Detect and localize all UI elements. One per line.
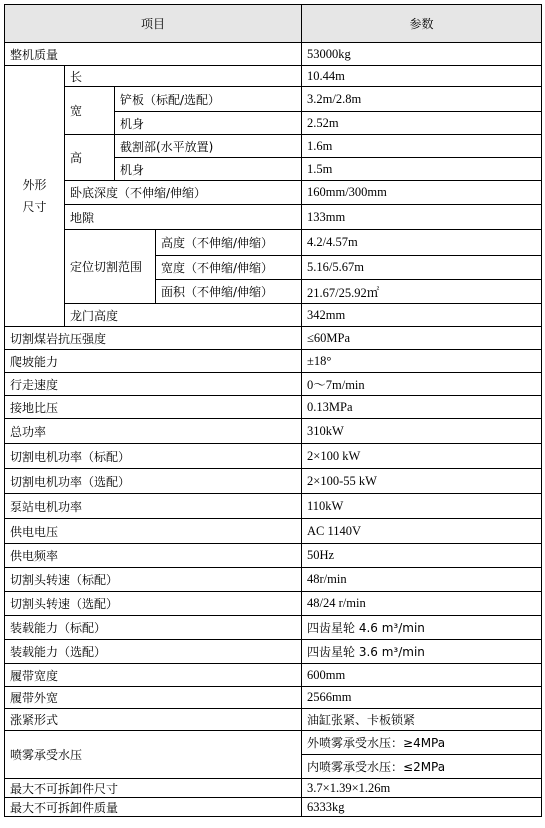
row-label: 最大不可拆卸件尺寸 (5, 779, 302, 798)
row-label: 地隙 (65, 205, 302, 230)
row-label: 龙门高度 (65, 304, 302, 327)
row-value: AC 1140V (302, 519, 542, 544)
row-label: 装载能力（选配） (5, 640, 302, 664)
row-gantry-height (5, 304, 542, 327)
row-label: 最大不可拆卸件质量 (5, 798, 302, 817)
row-label: 卧底深度（不伸缩/伸缩） (65, 181, 302, 205)
row-value: 6333kg (302, 798, 542, 817)
row-tension (5, 709, 542, 731)
row-voltage (5, 519, 542, 544)
row-value: 48r/min (302, 568, 542, 592)
row-total-power (5, 419, 542, 444)
row-value: 48/24 r/min (302, 592, 542, 616)
row-width-shovel (5, 87, 542, 112)
row-label: 切割电机功率（选配） (5, 469, 302, 494)
row-label: 供电电压 (5, 519, 302, 544)
row-label: 整机质量 (5, 43, 302, 66)
row-value: 133mm (302, 205, 542, 230)
row-climb (5, 350, 542, 373)
width-label: 宽 (65, 87, 115, 135)
row-value: 油缸张紧、卡板锁紧 (302, 709, 542, 731)
row-label: 装载能力（标配） (5, 616, 302, 640)
row-track-outer (5, 687, 542, 709)
row-head-speed-std (5, 568, 542, 592)
row-value: 600mm (302, 664, 542, 687)
row-value: 3.7×1.39×1.26m (302, 779, 542, 798)
row-value: 310kW (302, 419, 542, 444)
row-value: 四齿星轮 4.6 m³/min (302, 616, 542, 640)
dimension-group-line1: 外形 (22, 178, 47, 192)
row-label: 总功率 (5, 419, 302, 444)
row-value: 53000kg (302, 43, 542, 66)
row-track-width (5, 664, 542, 687)
row-length (5, 66, 542, 87)
header-row (5, 5, 542, 43)
row-value: 内喷雾承受水压：≤2MPa (302, 755, 542, 779)
row-value: ≤60MPa (302, 327, 542, 350)
row-cut-range-height (5, 230, 542, 256)
row-value: 2566mm (302, 687, 542, 709)
row-head-speed-opt (5, 592, 542, 616)
row-value: 4.2/4.57m (302, 230, 542, 256)
row-value: 1.5m (302, 158, 542, 181)
row-value: 50Hz (302, 544, 542, 568)
row-frequency (5, 544, 542, 568)
height-label: 高 (65, 135, 115, 181)
row-label: 机身 (115, 158, 302, 181)
row-value: 2×100-55 kW (302, 469, 542, 494)
row-value: 0.13MPa (302, 396, 542, 419)
row-label: 机身 (115, 112, 302, 135)
row-value: ±18° (302, 350, 542, 373)
row-label: 切割头转速（标配） (5, 568, 302, 592)
row-label: 爬坡能力 (5, 350, 302, 373)
row-label: 履带宽度 (5, 664, 302, 687)
row-load-opt (5, 640, 542, 664)
row-label: 泵站电机功率 (5, 494, 302, 519)
header-item: 项目 (5, 5, 302, 43)
row-travel-speed (5, 373, 542, 396)
row-cut-motor-std (5, 444, 542, 469)
row-value: 1.6m (302, 135, 542, 158)
row-floor-depth (5, 181, 542, 205)
row-value: 160mm/300mm (302, 181, 542, 205)
cut-range-label: 定位切割范围 (65, 230, 156, 304)
row-label: 切割煤岩抗压强度 (5, 327, 302, 350)
row-mass (5, 43, 542, 66)
row-value: 21.67/25.92㎡ (302, 280, 542, 304)
row-label: 切割头转速（选配） (5, 592, 302, 616)
dimension-group-label (5, 66, 65, 327)
row-value: 2.52m (302, 112, 542, 135)
row-value: 342mm (302, 304, 542, 327)
row-value: 外喷雾承受水压：≥4MPa (302, 731, 542, 755)
row-label: 切割电机功率（标配） (5, 444, 302, 469)
row-value: 四齿星轮 3.6 m³/min (302, 640, 542, 664)
row-label: 履带外宽 (5, 687, 302, 709)
row-spray-outer (5, 731, 542, 755)
row-label: 涨紧形式 (5, 709, 302, 731)
row-label: 长 (65, 66, 302, 87)
row-label: 面积（不伸缩/伸缩） (156, 280, 302, 304)
row-label: 截割部(水平放置) (115, 135, 302, 158)
row-value: 10.44m (302, 66, 542, 87)
row-max-part-size (5, 779, 542, 798)
row-load-std (5, 616, 542, 640)
row-value: 5.16/5.67m (302, 256, 542, 280)
dimension-group-line2: 尺寸 (22, 200, 47, 214)
header-param: 参数 (302, 5, 542, 43)
row-value: 2×100 kW (302, 444, 542, 469)
row-value: 3.2m/2.8m (302, 87, 542, 112)
row-label: 铲板（标配/选配） (115, 87, 302, 112)
row-label: 喷雾承受水压 (5, 731, 302, 779)
row-cut-motor-opt (5, 469, 542, 494)
row-pump-motor (5, 494, 542, 519)
row-label: 接地比压 (5, 396, 302, 419)
row-height-cut (5, 135, 542, 158)
row-max-part-mass (5, 798, 542, 817)
spec-table (4, 4, 542, 817)
row-label: 行走速度 (5, 373, 302, 396)
row-rock-strength (5, 327, 542, 350)
row-value: 110kW (302, 494, 542, 519)
row-value: 0～7m/min (302, 373, 542, 396)
row-label: 供电频率 (5, 544, 302, 568)
row-label: 宽度（不伸缩/伸缩） (156, 256, 302, 280)
row-ground-clearance (5, 205, 542, 230)
row-label: 高度（不伸缩/伸缩） (156, 230, 302, 256)
row-ground-pressure (5, 396, 542, 419)
